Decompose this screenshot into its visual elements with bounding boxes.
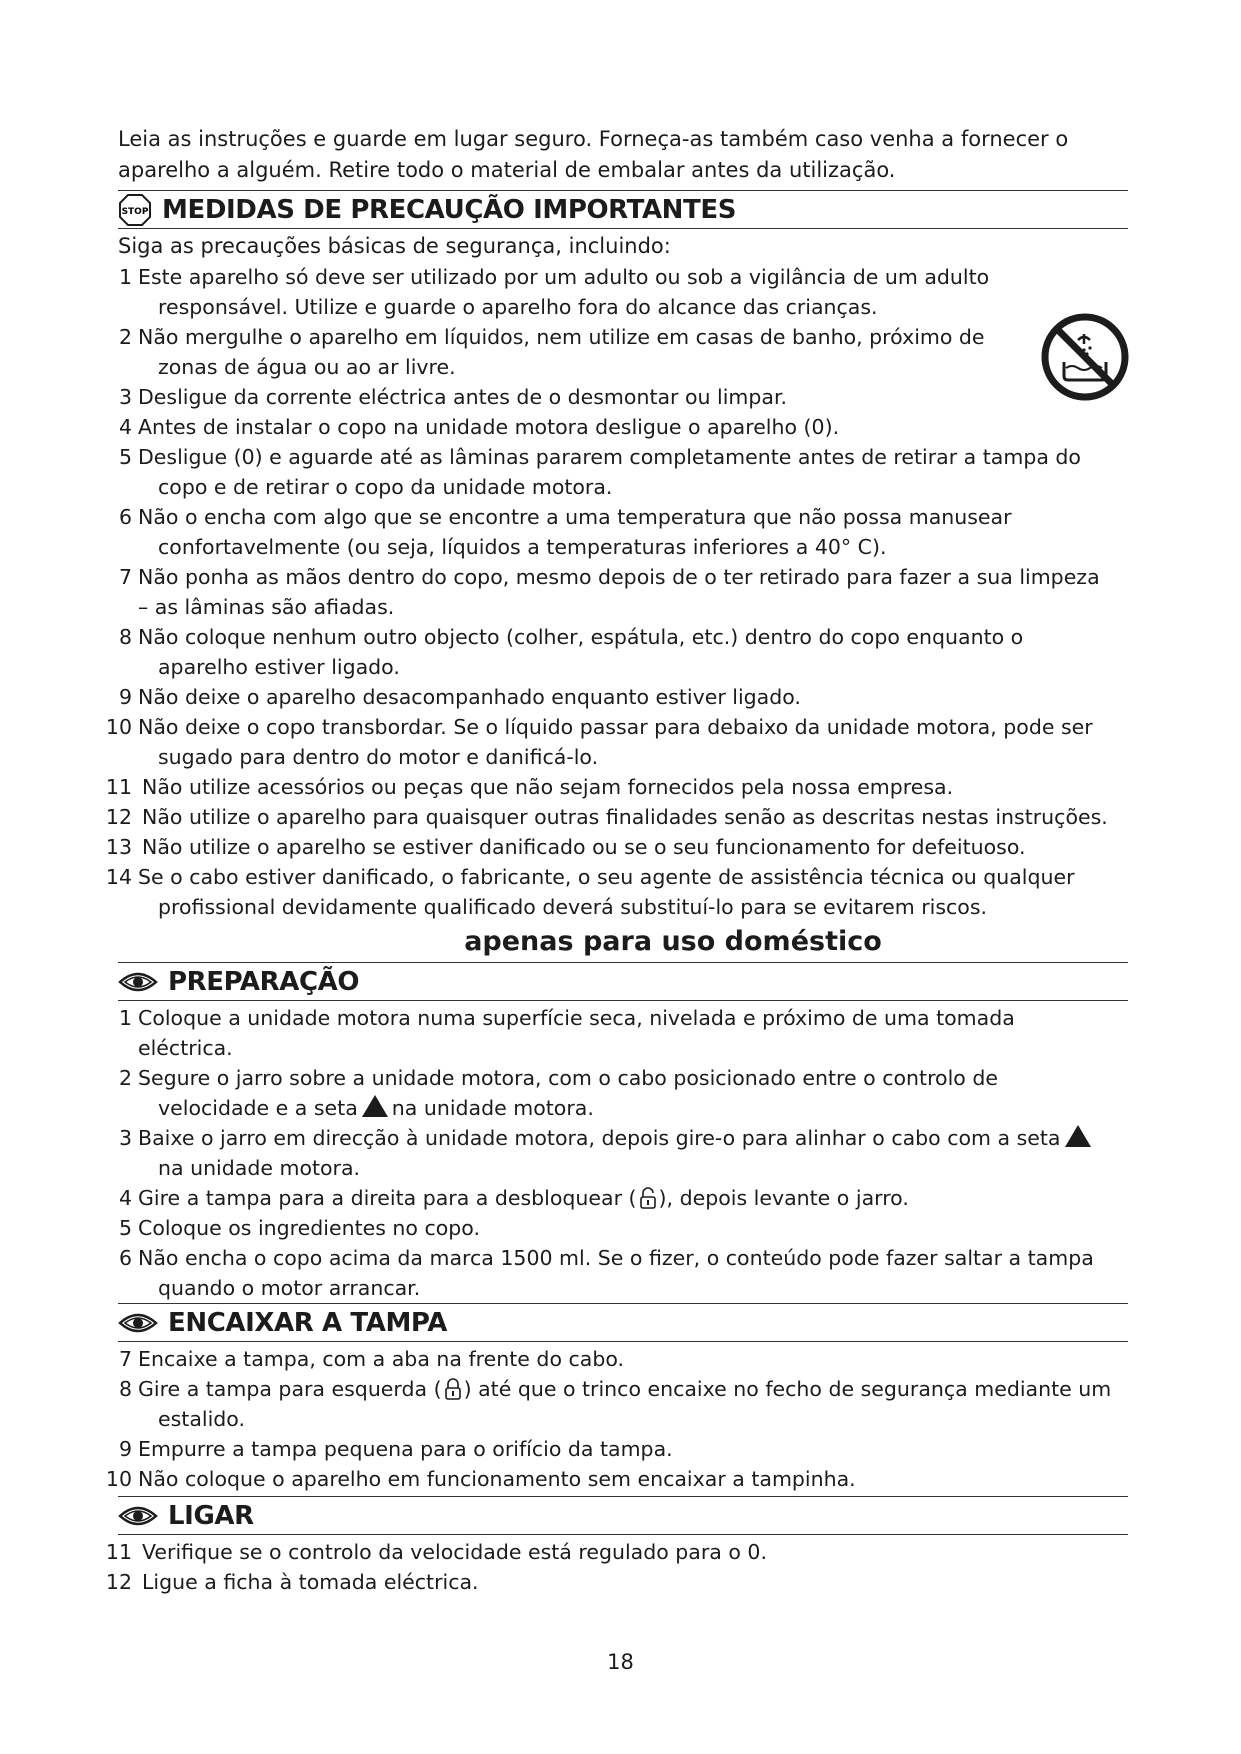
precautions-list [105,262,1128,922]
item-text: Não ponha as mãos dentro do copo, mesmo depois de o ter retirado para fazer a sua limpeza [138,565,1100,589]
intro-line: Leia as instruções e guarde em lugar seguro. Forneça-as também caso venha a fornecer o [118,127,1069,151]
list-item [118,502,1128,562]
household-use-note: apenas para uso doméstico [464,926,882,957]
item-text: zonas de água ou ao ar livre. [158,355,456,379]
list-item [118,1374,1128,1434]
item-text: Se o cabo estiver danificado, o fabricante, o seu agente de assistência técnica ou qualquer [138,865,1075,889]
item-text: Baixe o jarro em direcção à unidade motora, depois gire-o para alinhar o cabo com a seta [138,1126,1061,1150]
item-text: Antes de instalar o copo na unidade motora desligue o aparelho (0). [138,415,840,439]
list-item [104,712,1128,772]
eye-icon [118,969,158,995]
list-item [118,382,1128,412]
list-item [118,1434,1128,1464]
item-number: 1 [118,1006,132,1030]
item-text: Não deixe o aparelho desacompanhado enquanto estiver ligado. [138,685,801,709]
item-number: 10 [105,715,132,739]
item-text: estalido. [158,1407,245,1431]
list-item [104,832,1128,862]
list-item [118,1243,1128,1303]
list-item [104,772,1128,802]
list-item [118,442,1128,502]
item-text: Não utilize o aparelho para quaisquer outras finalidades senão as descritas nestas instruções. [142,805,1108,829]
item-number: 3 [118,385,132,409]
item-text: Coloque os ingredientes no copo. [138,1216,480,1240]
item-number: 5 [118,445,132,469]
item-text: Não o encha com algo que se encontre a uma temperatura que não possa manusear [138,505,1012,529]
section-title: MEDIDAS DE PRECAUÇÃO IMPORTANTES [162,194,737,225]
item-text: Não encha o copo acima da marca 1500 ml. Se o fizer, o conteúdo pode fazer saltar a tampa [138,1246,1094,1270]
item-text: Não coloque nenhum outro objecto (colher, espátula, etc.) dentro do copo enquanto o [138,625,1024,649]
item-text: Verifique se o controlo da velocidade está regulado para o 0. [142,1540,767,1564]
lid-header [118,1303,1128,1342]
item-number: 6 [118,1246,132,1270]
item-text: Não coloque o aparelho em funcionamento sem encaixar a tampinha. [138,1467,856,1491]
item-number: 8 [118,1377,132,1401]
manual-page [105,124,1128,1597]
item-text: Empurre a tampa pequena para o orifício da tampa. [138,1437,673,1461]
section-title: PREPARAÇÃO [168,966,360,997]
arrow-up-icon [362,1095,388,1117]
item-number: 8 [118,625,132,649]
item-number: 10 [105,1467,132,1491]
item-number: 11 [105,1540,132,1564]
item-text: eléctrica. [138,1036,233,1060]
item-text: Coloque a unidade motora numa superfície seca, nivelada e próximo de uma tomada [138,1006,1015,1030]
item-number: 7 [118,565,132,589]
list-item [104,1567,1128,1597]
item-number: 2 [118,325,132,349]
no-bath-warning-icon [1040,312,1130,402]
item-number: 9 [118,1437,132,1461]
item-number: 9 [118,685,132,709]
power-on-header [118,1496,1128,1535]
intro-text [118,124,1128,186]
section-title: LIGAR [168,1500,254,1531]
list-item [118,262,1128,322]
list-item [118,412,1128,442]
item-text: Encaixe a tampa, com a aba na frente do cabo. [138,1347,625,1371]
stop-icon [118,193,152,227]
item-text: Segure o jarro sobre a unidade motora, com o cabo posicionado entre o controlo de [138,1066,998,1090]
item-text: responsável. Utilize e guarde o aparelho fora do alcance das crianças. [158,295,878,319]
stop-badge-text: STOP [121,206,149,217]
item-text: Desligue da corrente eléctrica antes de o desmontar ou limpar. [138,385,788,409]
item-text: ) até que o trinco encaixe no fecho de segurança mediante um [463,1377,1112,1401]
item-text: ), depois levante o jarro. [658,1186,909,1210]
item-number: 2 [118,1066,132,1090]
preparation-header [118,962,1128,1001]
item-number: 7 [118,1347,132,1371]
item-text: Não utilize acessórios ou peças que não sejam fornecidos pela nossa empresa. [142,775,954,799]
item-number: 4 [118,1186,132,1210]
list-item [118,1003,1128,1063]
lock-icon [444,1377,462,1401]
item-text: Ligue a ficha à tomada eléctrica. [142,1570,479,1594]
list-item [118,1344,1128,1374]
item-text: na unidade motora. [391,1096,594,1120]
preparation-list [118,1003,1128,1303]
list-item [118,322,1128,382]
item-text: Este aparelho só deve ser utilizado por um adulto ou sob a vigilância de um adulto [138,265,990,289]
list-item [118,622,1128,682]
item-number: 14 [105,865,132,889]
item-text: Não deixe o copo transbordar. Se o líquido passar para debaixo da unidade motora, pode ser [138,715,1093,739]
item-text: Não mergulhe o aparelho em líquidos, nem utilize em casas de banho, próximo de [138,325,985,349]
item-text: copo e de retirar o copo da unidade motora. [158,475,613,499]
item-number: 4 [118,415,132,439]
item-text: Não utilize o aparelho se estiver danificado ou se o seu funcionamento for defeituoso. [142,835,1026,859]
lid-list [105,1344,1128,1494]
list-item [118,562,1128,622]
power-on-list [105,1537,1128,1597]
list-item [104,802,1128,832]
item-number: 13 [105,835,132,859]
item-number: 6 [118,505,132,529]
list-item [118,1063,1128,1123]
list-item [118,1213,1128,1243]
unlock-icon [639,1186,657,1210]
item-number: 1 [118,265,132,289]
item-number: 5 [118,1216,132,1240]
section-title: ENCAIXAR A TAMPA [168,1307,447,1338]
item-number: 11 [105,775,132,799]
item-text: sugado para dentro do motor e danificá-lo. [158,745,599,769]
item-text: velocidade e a seta [158,1096,358,1120]
item-text: aparelho estiver ligado. [158,655,400,679]
page-number: 18 [607,1650,634,1674]
item-text: Gire a tampa para esquerda ( [138,1377,442,1401]
item-number: 3 [118,1126,132,1150]
eye-icon [118,1503,158,1529]
item-text: Gire a tampa para a direita para a desbloquear ( [138,1186,637,1210]
item-text: Desligue (0) e aguarde até as lâminas pararem completamente antes de retirar a tampa do [138,445,1081,469]
item-text: na unidade motora. [158,1156,361,1180]
arrow-up-icon [1065,1125,1091,1147]
list-item [104,1464,1128,1494]
item-text: – as lâminas são afiadas. [138,595,395,619]
intro-line: aparelho a alguém. Retire todo o material de embalar antes da utilização. [118,158,896,182]
eye-icon [118,1310,158,1336]
list-item [118,682,1128,712]
item-text: profissional devidamente qualificado deverá substituí-lo para se evitarem riscos. [158,895,988,919]
item-number: 12 [105,1570,132,1594]
list-item [118,1183,1128,1213]
precautions-header [118,190,1128,229]
list-item [104,862,1128,922]
item-number: 12 [105,805,132,829]
item-text: quando o motor arrancar. [158,1276,421,1300]
precautions-lead: Siga as precauções básicas de segurança, incluindo: [118,234,671,258]
list-item [104,1537,1128,1567]
list-item [118,1123,1128,1183]
item-text: confortavelmente (ou seja, líquidos a temperaturas inferiores a 40° C). [158,535,887,559]
